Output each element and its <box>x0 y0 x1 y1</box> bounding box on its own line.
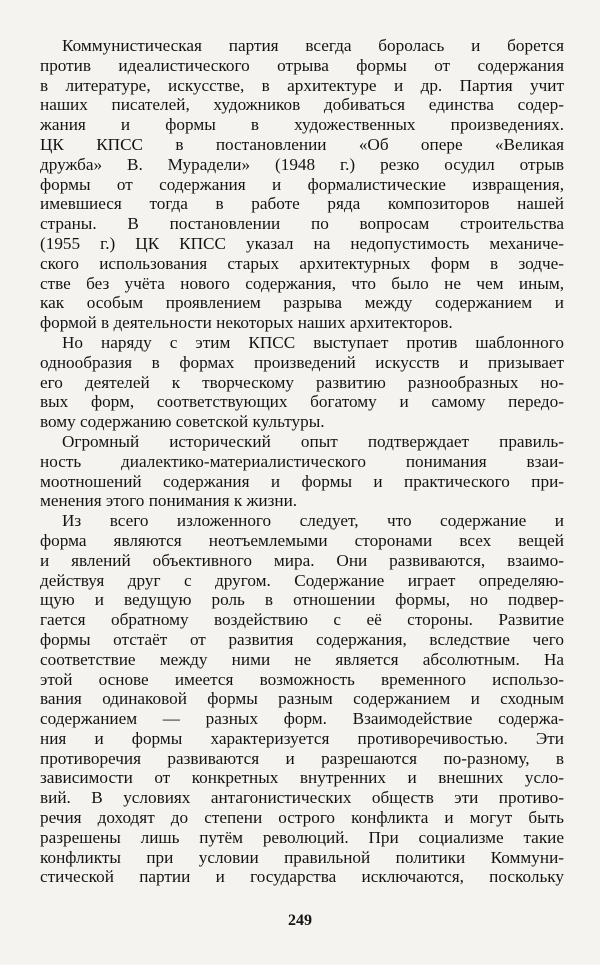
paragraph-4 <box>40 511 564 887</box>
text-line: ЦК КПСС в постановлении «Об опере «Великая <box>40 134 564 154</box>
paragraph-3 <box>40 432 564 511</box>
text-line: Из всего изложенного следует, что содержание и <box>62 511 564 531</box>
text-line: и явлений объективного мира. Они развиваются, взаимо- <box>40 550 564 570</box>
text-line: вых форм, соответствующих богатому и самому передо- <box>40 392 564 412</box>
text-line: гается обратному воздействию с её стороны. Развитие <box>40 610 564 630</box>
text-line: (1955 г.) ЦК КПСС указал на недопустимость механиче- <box>40 233 564 253</box>
text-line: Огромный исторический опыт подтверждает правиль- <box>62 431 564 451</box>
text-line: страны. В постановлении по вопросам строительства <box>40 214 564 234</box>
text-line: жания и формы в художественных произведениях. <box>40 115 564 135</box>
text-line: стической партии и государства исключаются, поскольку <box>40 867 564 887</box>
paragraph-1 <box>40 36 564 333</box>
text-line: стве без учёта нового содержания, что было не чем иным, <box>40 273 564 293</box>
text-line: наших писателей, художников добиваться единства содер- <box>40 95 564 115</box>
text-line: Но наряду с этим КПСС выступает против шаблонного <box>62 332 564 352</box>
text-line: его деятелей к творческому развитию разнообразных но- <box>40 372 564 392</box>
text-line: формой в деятельности некоторых наших архитекторов. <box>40 313 453 333</box>
text-line: вания одинаковой формы разным содержанием и сходным <box>40 689 564 709</box>
text-line: против идеалистического отрыва формы от содержания <box>40 55 564 75</box>
text-line: действуя друг с другом. Содержание играет определяю- <box>40 570 564 590</box>
page-number: 249 <box>288 912 312 929</box>
text-line: речия доходят до степени острого конфликта и могут быть <box>40 808 564 828</box>
text-line: вий. В условиях антагонистических обществ эти противо- <box>40 788 564 808</box>
text-line: ского использования старых архитектурных форм в зодче- <box>40 253 564 273</box>
text-line: щую и ведущую роль в отношении формы, но подвер- <box>40 590 564 610</box>
text-body <box>40 36 564 887</box>
text-line: формы от содержания и формалистические извращения, <box>40 174 564 194</box>
text-line: ния и формы характеризуется противоречивостью. Эти <box>40 728 564 748</box>
text-line: этой основе имеется возможность временного использо- <box>40 669 564 689</box>
text-line: содержанием — разных форм. Взаимодействие содержа- <box>40 709 564 729</box>
text-line: имевшиеся тогда в работе ряда композиторов нашей <box>40 194 564 214</box>
text-line: вому содержанию советской культуры. <box>40 412 325 432</box>
text-line: зависимости от конкретных внутренних и внешних усло- <box>40 768 564 788</box>
text-line: моотношений содержания и формы и практического при- <box>40 471 564 491</box>
text-line: в литературе, искусстве, в архитектуре и др. Партия учит <box>40 75 564 95</box>
text-line: противоречия развиваются и разрешаются по-разному, в <box>40 748 564 768</box>
text-line: форма являются неотъемлемыми сторонами всех вещей <box>40 530 564 550</box>
text-line: однообразия в формах произведений искусств и призывает <box>40 352 564 372</box>
text-line: конфликты при условии правильной политики Коммуни- <box>40 847 564 867</box>
text-line: менения этого понимания к жизни. <box>40 491 298 511</box>
paragraph-2 <box>40 333 564 432</box>
text-line: ность диалектико-материалистического понимания взаи- <box>40 451 564 471</box>
text-line: Коммунистическая партия всегда боролась и борется <box>62 36 564 55</box>
text-line: как особым проявлением разрыва между содержанием и <box>40 293 564 313</box>
text-line: дружба» В. Мурадели» (1948 г.) резко осудил отрыв <box>40 154 564 174</box>
text-line: соответствие между ними не является абсолютным. На <box>40 649 564 669</box>
text-line: разрешены лишь путём революций. При социализме такие <box>40 827 564 847</box>
text-line: формы отстаёт от развития содержания, вследствие чего <box>40 629 564 649</box>
